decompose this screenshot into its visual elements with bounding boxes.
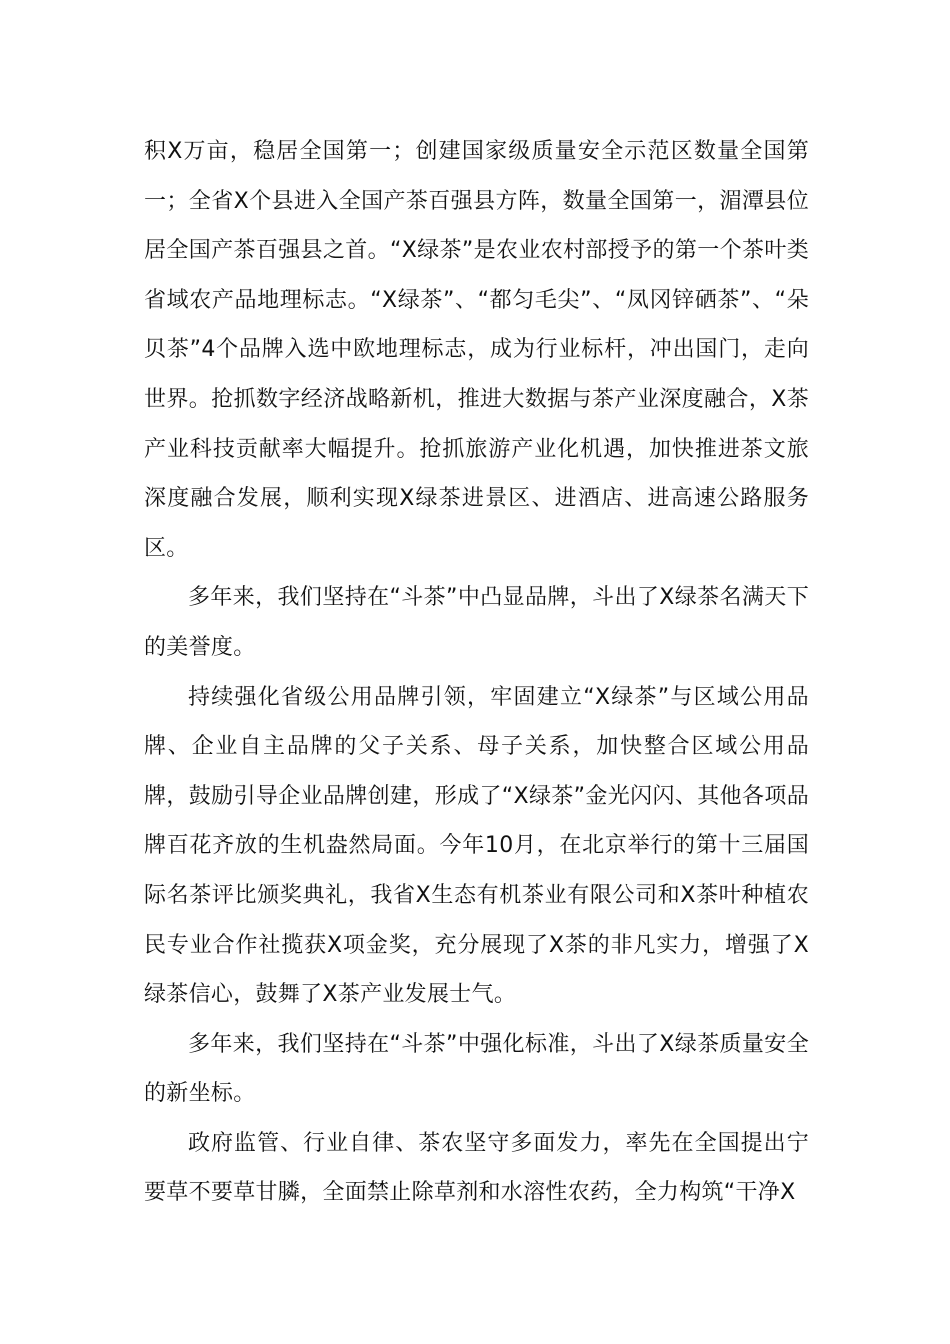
paragraph-standard-heading: 多年来，我们坚持在“斗茶”中强化标准，斗出了X绿茶质量安全的新坐标。 xyxy=(144,1031,809,1107)
paragraph-brand-heading: 多年来，我们坚持在“斗茶”中凸显品牌，斗出了X绿茶名满天下的美誉度。 xyxy=(144,585,809,660)
document-body xyxy=(144,127,809,1218)
paragraph-brand-body: 持续强化省级公用品牌引领，牢固建立“X绿茶”与区域公用品牌、企业自主品牌的父子关系、母子关系，加快整合区域公用品牌，鼓励引导企业品牌创建，形成了“X绿茶”金光闪闪、其他各项品牌百花齐放的生机盎然局面。今年10月，在北京举行的第十三届国际名茶评比颁奖典礼，我省X生态有机茶业有限公司和X茶叶种植农民专业合作社揽获X项金奖，充分展现了X茶的非凡实力，增强了X绿茶信心，鼓舞了X茶产业发展士气。 xyxy=(144,684,809,1008)
paragraph-continued: 积X万亩，稳居全国第一；创建国家级质量安全示范区数量全国第一；全省X个县进入全国产茶百强县方阵，数量全国第一，湄潭县位居全国产茶百强县之首。“X绿茶”是农业农村部授予的第一个茶叶类省域农产品地理标志。“X绿茶”、“都匀毛尖”、“凤冈锌硒茶”、“朵贝茶”4个品牌入选中欧地理标志，成为行业标杆，冲出国门，走向世界。抢抓数字经济战略新机，推进大数据与茶产业深度融合，X茶产业科技贡献率大幅提升。抢抓旅游产业化机遇，加快推进茶文旅深度融合发展，顺利实现X绿茶进景区、进酒店、进高速公路服务区。 xyxy=(144,139,809,561)
paragraph-standard-body: 政府监管、行业自律、茶农坚守多面发力，率先在全国提出宁要草不要草甘膦，全面禁止除草剂和水溶性农药，全力构筑“干净X xyxy=(144,1130,809,1206)
